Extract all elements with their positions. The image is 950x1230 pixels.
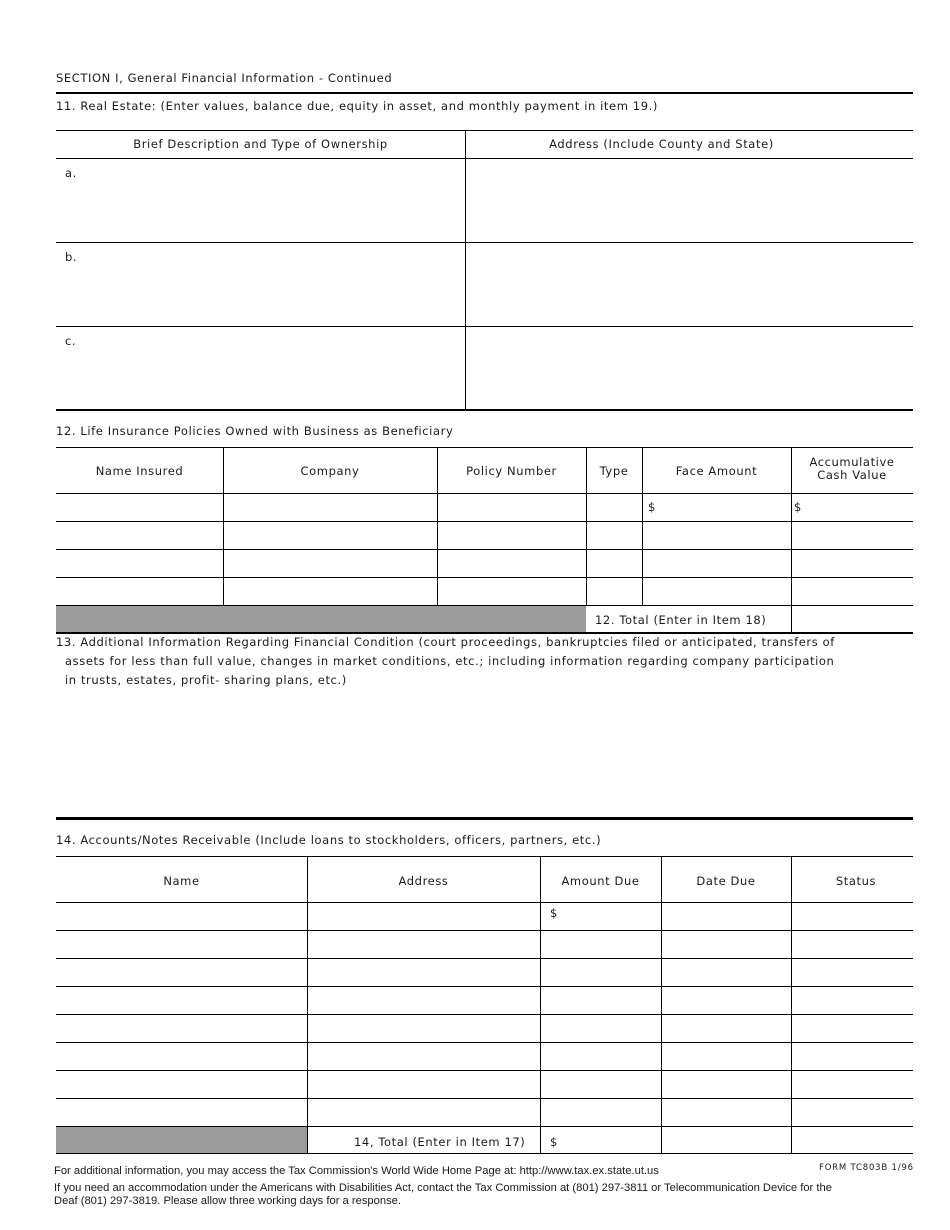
receivable-status-cell[interactable] [792, 1071, 913, 1099]
policy-name-insured-cell[interactable] [56, 494, 223, 522]
item12-col-type: Type [599, 464, 629, 478]
receivable-amount-cell[interactable] [541, 959, 661, 987]
receivable-name-cell[interactable] [56, 1015, 307, 1043]
item14-title: 14. Accounts/Notes Receivable (Include loans to stockholders, officers, partners, etc.) [56, 833, 602, 847]
receivable-address-cell[interactable] [308, 1071, 540, 1099]
real-estate-b-address[interactable] [466, 243, 913, 326]
policy-company-cell[interactable] [224, 550, 437, 578]
item12-rule-top [56, 447, 913, 448]
policy-cash-value-cell[interactable] [792, 522, 913, 550]
currency-symbol: $ [648, 500, 656, 514]
table-row [56, 903, 913, 931]
receivable-status-cell[interactable] [792, 1015, 913, 1043]
policy-type-cell[interactable] [587, 494, 642, 522]
policy-face-amount-cell[interactable] [643, 494, 791, 522]
real-estate-c-description[interactable] [56, 327, 465, 409]
receivable-name-cell[interactable] [56, 1043, 307, 1071]
item12-col-cash [791, 456, 913, 482]
policy-number-cell[interactable] [438, 578, 586, 606]
item12-rule-bottom [56, 632, 913, 634]
policy-cash-value-cell[interactable] [792, 550, 913, 578]
real-estate-c-address[interactable] [466, 327, 913, 409]
receivable-date-cell[interactable] [662, 987, 791, 1015]
receivable-address-cell[interactable] [308, 1099, 540, 1127]
item12-col-face: Face Amount [675, 464, 758, 478]
receivable-name-cell[interactable] [56, 987, 307, 1015]
item13-rule-bottom [56, 817, 913, 820]
receivable-status-cell[interactable] [792, 987, 913, 1015]
item14-col-date: Date Due [696, 874, 756, 888]
policy-name-insured-cell[interactable] [56, 578, 223, 606]
item12-total-label: 12. Total (Enter in Item 18) [595, 613, 767, 627]
item13-line2: assets for less than full value, changes in market conditions, etc.; including information regarding company participation [65, 654, 835, 668]
item11-rule-top [56, 130, 913, 131]
real-estate-a-description[interactable] [56, 159, 465, 242]
shaded-block [56, 606, 586, 632]
receivable-status-cell[interactable] [792, 959, 913, 987]
item12-col-company: Company [300, 464, 360, 478]
item12-col-cash-line1: Accumulative [809, 455, 895, 469]
policy-face-amount-cell[interactable] [643, 522, 791, 550]
item14-col-amount: Amount Due [561, 874, 640, 888]
receivable-date-cell[interactable] [662, 959, 791, 987]
policy-cash-value-cell[interactable] [792, 494, 913, 522]
policy-cash-value-cell[interactable] [792, 578, 913, 606]
table-row [56, 1099, 913, 1127]
item14-col-address: Address [398, 874, 449, 888]
receivable-amount-cell[interactable] [541, 1015, 661, 1043]
table-row [56, 959, 913, 987]
item11-rule-bottom [56, 409, 913, 411]
item12-col-policy: Policy Number [466, 464, 557, 478]
receivable-status-cell[interactable] [792, 1099, 913, 1127]
item14-rule-top [56, 856, 913, 857]
item12-total-input[interactable] [792, 606, 913, 632]
real-estate-a-address[interactable] [466, 159, 913, 242]
receivable-amount-cell[interactable] [541, 1043, 661, 1071]
policy-number-cell[interactable] [438, 522, 586, 550]
table-row [56, 578, 913, 606]
receivable-address-cell[interactable] [308, 903, 540, 931]
item11-col-address: Address (Include County and State) [549, 137, 774, 151]
real-estate-b-description[interactable] [56, 243, 465, 326]
policy-company-cell[interactable] [224, 522, 437, 550]
policy-face-amount-cell[interactable] [643, 550, 791, 578]
item13-line1: 13. Additional Information Regarding Financial Condition (court proceedings, bankruptcies filed or anticipated, transfers of [56, 635, 835, 649]
footer-ada-line2: Deaf (801) 297-3819. Please allow three working days for a response. [54, 1195, 402, 1207]
receivable-address-cell[interactable] [308, 1015, 540, 1043]
currency-symbol: $ [550, 1135, 558, 1149]
policy-number-cell[interactable] [438, 550, 586, 578]
receivable-status-cell[interactable] [792, 1043, 913, 1071]
row-label: b. [65, 250, 78, 264]
receivable-amount-cell[interactable] [541, 987, 661, 1015]
footer-ada-line1: If you need an accommodation under the Americans with Disabilities Act, contact the Tax Commission at (801) 297-3811 or Telecommunication Device for the [54, 1182, 832, 1194]
item14-total-label: 14, Total (Enter in Item 17) [354, 1135, 526, 1149]
table-row [56, 1015, 913, 1043]
additional-info-area[interactable] [56, 692, 913, 816]
form-id: FORM TC803B 1/96 [819, 1163, 914, 1173]
currency-symbol: $ [794, 500, 802, 514]
receivable-date-cell[interactable] [662, 903, 791, 931]
item14-col-name: Name [163, 874, 200, 888]
item12-col-cash-line2: Cash Value [817, 468, 887, 482]
receivable-address-cell[interactable] [308, 959, 540, 987]
footer-web-line: For additional information, you may access the Tax Commission's World Wide Home Page at: http://www.tax.ex.state.ut.us [54, 1165, 659, 1177]
receivable-name-cell[interactable] [56, 959, 307, 987]
table-row [56, 987, 913, 1015]
receivable-address-cell[interactable] [308, 1043, 540, 1071]
policy-number-cell[interactable] [438, 494, 586, 522]
receivable-amount-cell[interactable] [541, 1071, 661, 1099]
section-title: SECTION I, General Financial Information - Continued [56, 71, 393, 85]
item14-rule-bottom [56, 1153, 913, 1154]
table-row [56, 522, 913, 550]
policy-company-cell[interactable] [224, 578, 437, 606]
receivable-name-cell[interactable] [56, 1071, 307, 1099]
receivable-name-cell[interactable] [56, 931, 307, 959]
row-label: a. [65, 166, 77, 180]
table-row [56, 494, 913, 522]
shaded-block [56, 1127, 307, 1153]
receivable-address-cell[interactable] [308, 931, 540, 959]
policy-face-amount-cell[interactable] [643, 578, 791, 606]
row-label: c. [65, 334, 77, 348]
policy-company-cell[interactable] [224, 494, 437, 522]
receivable-amount-cell[interactable] [541, 931, 661, 959]
receivable-date-cell[interactable] [662, 1043, 791, 1071]
receivable-amount-cell[interactable] [541, 903, 661, 931]
item12-col-name: Name Insured [95, 464, 184, 478]
policy-type-cell[interactable] [587, 578, 642, 606]
receivable-date-cell[interactable] [662, 1015, 791, 1043]
table-row [56, 1043, 913, 1071]
item14-col-status: Status [835, 874, 877, 888]
receivable-date-cell[interactable] [662, 1071, 791, 1099]
receivable-name-cell[interactable] [56, 1099, 307, 1127]
receivable-name-cell[interactable] [56, 903, 307, 931]
table-row [56, 1071, 913, 1099]
policy-type-cell[interactable] [587, 522, 642, 550]
table-row [56, 931, 913, 959]
receivable-amount-cell[interactable] [541, 1099, 661, 1127]
item12-title: 12. Life Insurance Policies Owned with Business as Beneficiary [56, 424, 454, 438]
currency-symbol: $ [550, 906, 558, 920]
policy-name-insured-cell[interactable] [56, 522, 223, 550]
table-row [56, 550, 913, 578]
receivable-status-cell[interactable] [792, 903, 913, 931]
item14-total-input[interactable] [541, 1127, 661, 1153]
receivable-status-cell[interactable] [792, 931, 913, 959]
item13-line3: in trusts, estates, profit- sharing plans, etc.) [65, 673, 347, 687]
item11-title: 11. Real Estate: (Enter values, balance due, equity in asset, and monthly payment in item 19.) [56, 99, 658, 113]
section-rule [56, 92, 913, 94]
receivable-address-cell[interactable] [308, 987, 540, 1015]
policy-name-insured-cell[interactable] [56, 550, 223, 578]
receivable-date-cell[interactable] [662, 931, 791, 959]
policy-type-cell[interactable] [587, 550, 642, 578]
receivable-date-cell[interactable] [662, 1099, 791, 1127]
item11-col-description: Brief Description and Type of Ownership [133, 137, 388, 151]
